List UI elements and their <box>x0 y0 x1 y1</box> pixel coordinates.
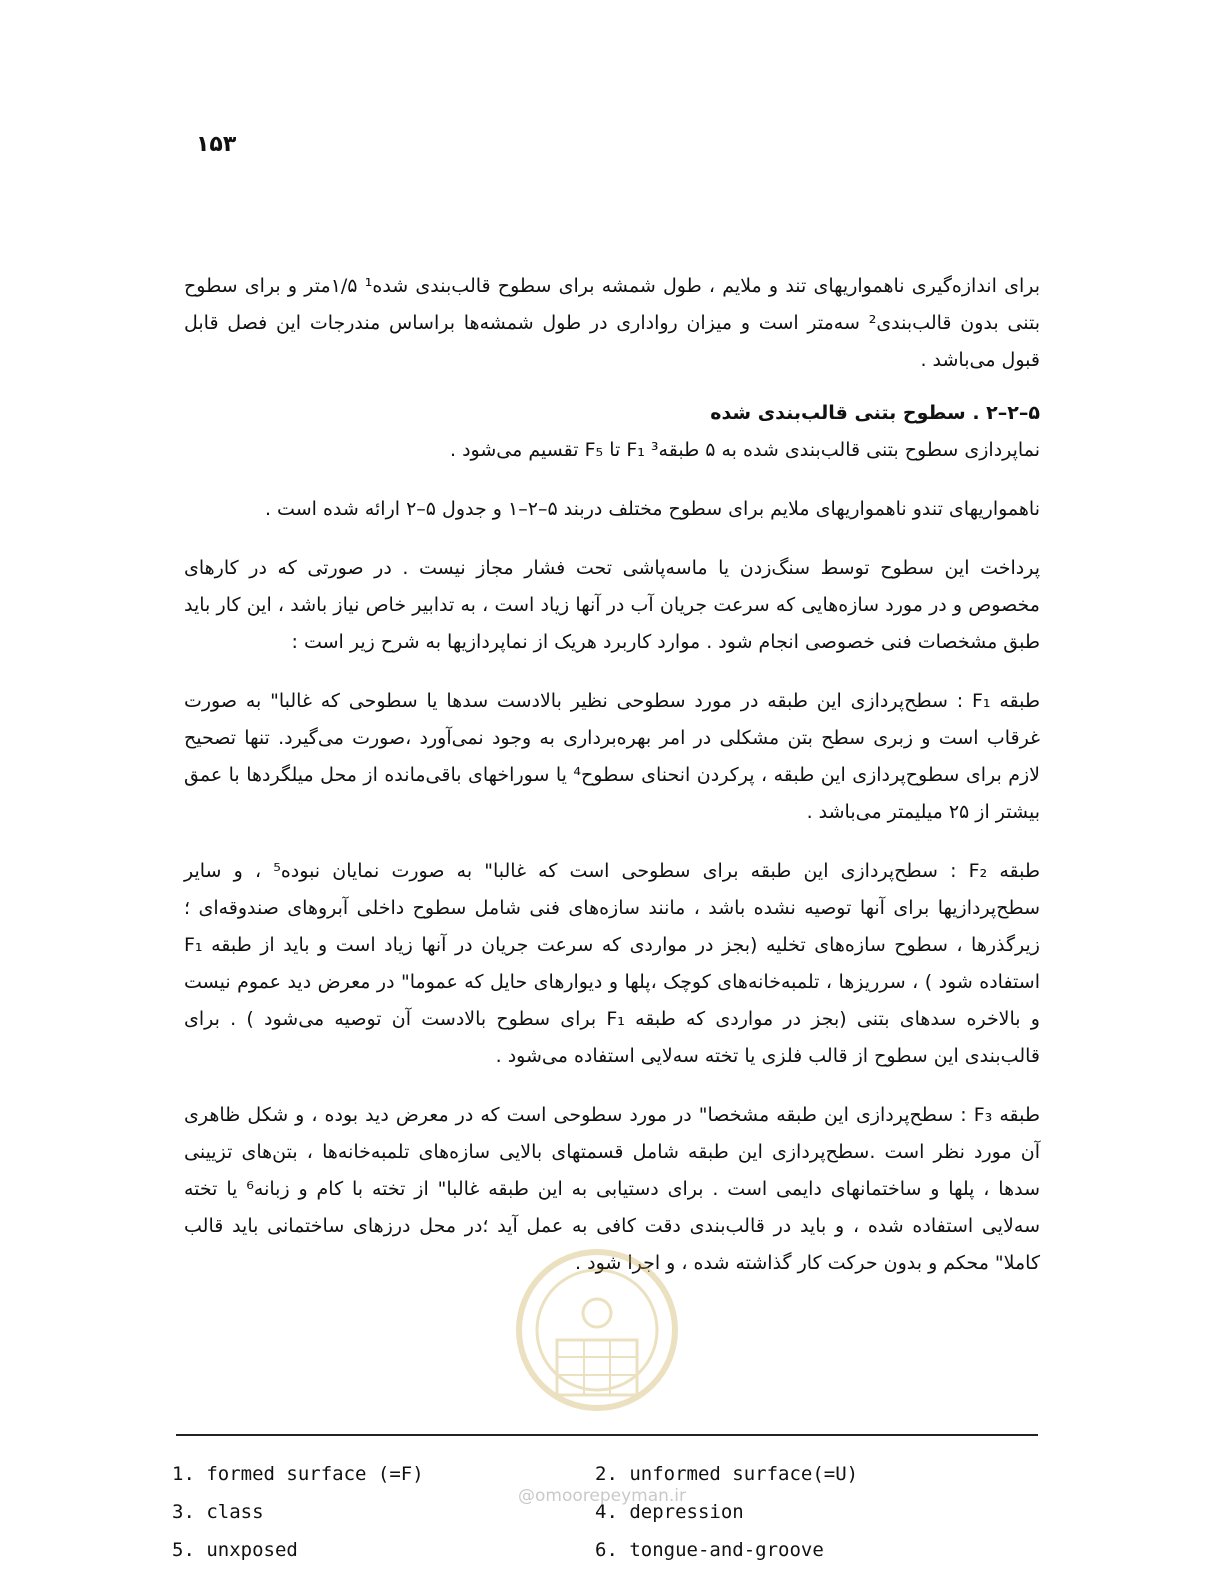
body-text <box>184 268 1040 1282</box>
paragraph-classes: نماپردازی سطوح بتنی قالب‌بندی شده به ۵ طبقه³ F₁ تا F₅ تقسیم می‌شود . <box>450 439 1040 461</box>
watermark-seal-icon <box>512 1245 682 1435</box>
footnote-item: 2. unformed surface(=U) <box>595 1463 859 1485</box>
paragraph-class-f3: طبقه F₃ : سطح‌پردازی این طبقه مشخصا" در مورد سطوحی است که در معرض دید بوده ، و شکل ظاهری آن مورد نظر است .سطح‌پردازی این طبقه شامل قسمتهای بالایی سازه‌های تلمبه‌خانه‌ها ، بتن‌های تزیینی سدها ، پلها و ساختمانهای دایمی است . برای دستیابی به این طبقه غالبا" از تخته با کام و زبانه⁶ یا تخته سه‌لایی استفاده شده ، و باید در قالب‌بندی دقت کافی به عمل آید ؛در محل درزهای ساختمانی باید قالب کاملا" محکم و بدون حرکت کار گذاشته شده ، و اجرا شود . <box>184 1104 1040 1274</box>
paragraph-intro: برای اندازه‌گیری ناهمواریهای تند و ملایم ، طول شمشه برای سطوح قالب‌بندی شده¹ ۱/۵متر و برای سطوح بتنی بدون قالب‌بندی² سه‌متر است و میزان رواداری در طول شمشه‌ها براساس مندرجات این فصل قابل قبول می‌باشد . <box>184 275 1041 371</box>
paragraph-class-f2: طبقه F₂ : سطح‌پردازی این طبقه برای سطوحی است که غالبا" به صورت نمایان نبوده⁵ ، و سایر سطح‌پردازیها برای آنها توصیه نشده باشد ، مانند سازه‌های فنی شامل سطوح داخلی آبروهای صندوقه‌ای ؛ زیرگذرها ، سطوح سازه‌های تخلیه (بجز در مواردی که سرعت جریان در آنها زیاد است و باید از طبقه F₁ استفاده شود ) ، سرریزها ، تلمبه‌خانه‌های کوچک ،پلها و دیوارهای حایل که عموما" در معرض دید عموم نیست و بالاخره سدهای بتنی (بجز در مواردی که طبقه F₁ برای سطوح بالادست آن توصیه می‌شود ) . برای قالب‌بندی این سطوح از قالب فلزی یا تخته سه‌لایی استفاده می‌شود . <box>184 860 1040 1067</box>
watermark-text: @omoorepeyman.ir <box>518 1486 687 1506</box>
paragraph-finishing: پرداخت این سطوح توسط سنگ‌زدن یا ماسه‌پاشی تحت فشار مجاز نیست . در صورتی که در کارهای مخصوص و در مورد سازه‌هایی که سرعت جریان آب در آنها زیاد است ، به تدابیر خاص نیاز باشد ، این کار باید طبق مشخصات فنی خصوصی انجام شود . موارد کاربرد هریک از نماپردازیها به شرح زیر است : <box>184 557 1040 653</box>
section-heading: ۵–۲–۲ . سطوح بتنی قالب‌بندی شده <box>710 402 1040 424</box>
paragraph-class-f1: طبقه F₁ : سطح‌پردازی این طبقه در مورد سطوحی نظیر بالادست سدها یا سطوحی که غالبا" به صورت غرقاب است و زبری سطح بتن مشکلی در امر بهره‌برداری به وجود نمی‌آورد ،صورت می‌گیرد. تنها تصحیح لازم برای سطوح‌پردازی این طبقه ، پرکردن انحنای سطوح⁴ یا سوراخهای باقی‌مانده از محل میلگردها با عمق بیشتر از ۲۵ میلیمتر می‌باشد . <box>184 690 1040 823</box>
page-number: ۱۵۳ <box>196 132 237 157</box>
footnote-item: 4. depression <box>595 1501 744 1523</box>
footnote-item: 5. unxposed <box>172 1539 298 1561</box>
footnotes <box>172 1455 1042 1569</box>
footnote-item: 3. class <box>172 1501 264 1523</box>
footnote-item: 6. tongue-and-groove <box>595 1539 824 1561</box>
footnote-divider <box>176 1434 1038 1436</box>
footnote-item: 1. formed surface (=F) <box>172 1463 424 1485</box>
paragraph-irregularities: ناهمواریهای تندو ناهمواریهای ملایم برای سطوح مختلف دربند ۵–۲–۱ و جدول ۵–۲ ارائه شده است . <box>264 498 1040 520</box>
